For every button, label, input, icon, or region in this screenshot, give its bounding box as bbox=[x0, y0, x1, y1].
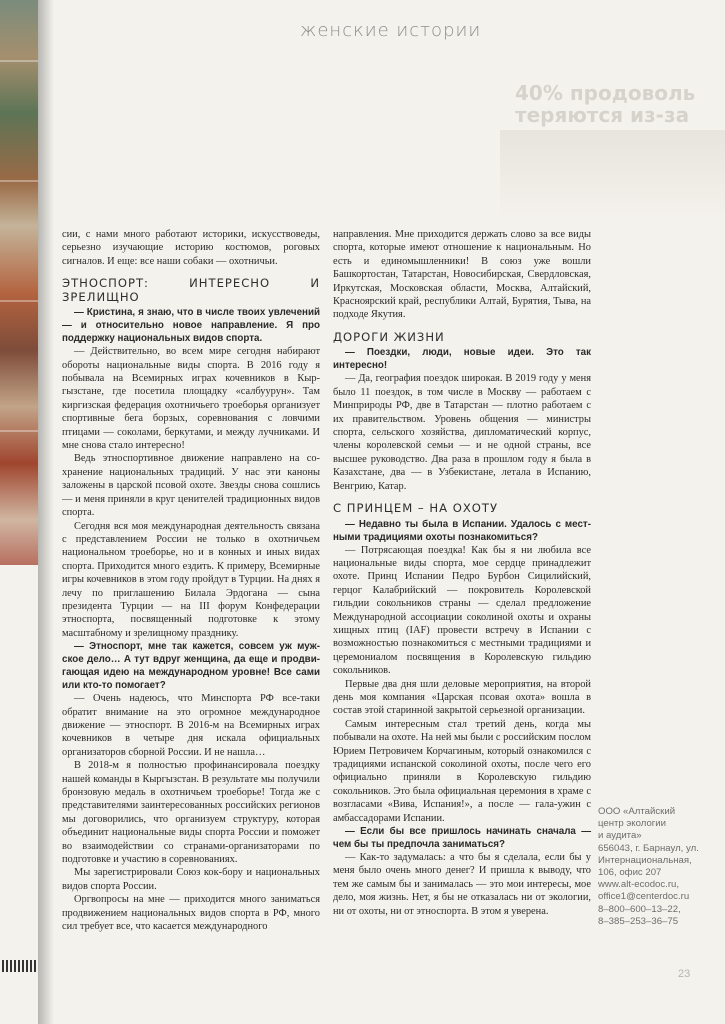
article-column-2 bbox=[333, 228, 591, 918]
paragraph: Мы зарегистрировали Союз кок-бору и национальных видов спорта России. bbox=[62, 867, 320, 892]
paragraph: — Да, география поездок широкая. В 2019 году у меня было 11 поездок, в том числе в Москву — работаем с Минприроды РФ, две в Татарстан — плотно работаем с их правительством. Уровень общения — министры спорта, сельского хозяйства, дипломатический корпус, члены королевской семьи — и не одной страны, все высшее руководство. Два раза в прошлом году я была в Казахстане, два — в Узбекистане, летала в Испанию, Венгрию, Катар. bbox=[333, 373, 591, 492]
paragraph: Сегодня вся моя международная деятельность связана с представлением России не только в охотничьем национальном троеборье, но и в конных и иных видах спорта. Приходится много ездить. К примеру, Всемирные игры кочевников в этом году пройдут в Турции. На днях я лечу по приглашению Билала Эрдогана — сына президента Турции — на III форум Конфедерации этноспорта, посвященный подготовке к этому масштабному и зрелищному празднику. bbox=[62, 520, 320, 639]
spine-shadow bbox=[38, 0, 54, 1024]
interview-question: — Поездки, люди, новые идеи. Это так интересно! bbox=[333, 347, 591, 372]
contact-email: office1@centerdoc.ru bbox=[598, 891, 690, 903]
contact-phone: 8–800–600–13–22, bbox=[598, 903, 681, 915]
interview-question: — Кристина, я знаю, что в числе твоих увлечений — и относительно новое направление. Я про поддержку национальных видов спорта. bbox=[62, 307, 320, 345]
paragraph: сии, с нами много работают историки, искусствоведы, серьезно изучающие историю костюмов, роговых сигналов. И еще: все наши собаки — охотничьи. bbox=[62, 229, 320, 267]
page-number: 23 bbox=[678, 968, 691, 980]
paragraph: В 2018-м я полностью профинансировала поездку нашей команды в Кыргызстан. В результате мы получили бронзовую медаль в охотничьем троеборье! Тогда же с представителями заинтересованных российских регионов мы договорились, что организуем структуру, которая объединит национальные виды спорта России и поможет во взаимодействии со странами-организаторами по подготовке и участию в соревнованиях. bbox=[62, 760, 320, 866]
interview-question: — Этноспорт, мне так кажется, совсем уж мужское дело… А тут вдруг женщина, да еще и продвигающая идею на международном уровне! Все сами или кто-то помогает? bbox=[62, 641, 320, 692]
contact-line: ООО «Алтайский bbox=[598, 806, 676, 817]
subheading-ethnosport: ЭТНОСПОРТ: ИНТЕРЕСНО И ЗРЕЛИЩНО bbox=[62, 276, 320, 304]
contact-line: Интернациональная, bbox=[598, 854, 692, 866]
barcode-mark bbox=[2, 960, 36, 972]
subheading-roads-of-life: ДОРОГИ ЖИЗНИ bbox=[333, 329, 445, 344]
contact-website: www.alt-ecodoc.ru, bbox=[598, 879, 680, 891]
section-title: женские истории bbox=[300, 20, 482, 41]
paragraph: Самым интересным стал третий день, когда мы побывали на охоте. На ней мы были с российским послом Юрием Петровичем Корчагиным, который ознакомился с традициями испанской соколиной охоты, после чего его официально приняли в Королевскую гильдию сокольников. Это была официальная церемония в храме с возгласами «Вива, Испания!», а после — гала-ужин с амбассадорами Испании. bbox=[333, 718, 591, 824]
interview-question: — Недавно ты была в Испании. Удалось с местными традициями охоты познакомиться? bbox=[333, 518, 591, 543]
left-page-photo bbox=[0, 0, 38, 565]
paragraph: Первые два дня шли деловые мероприятия, на второй день моя компания «Царская псовая охота» вошла в состав этой старинной закрытой серьезной организации. bbox=[333, 678, 591, 717]
paragraph: направления. Мне приходится держать слово за все виды спорта, которые имеют отношение к национальным. Но есть и единомышленники! В союз уже вошли Башкортостан, Татарстан, Новосибирская, Свердловская, Иркутская, Московская области, Москва, Алтайский, Красноярский край, республики Алтай, Бурятия, Тыва, на подходе Якутия. bbox=[333, 229, 591, 321]
show-through-heading bbox=[515, 82, 725, 126]
paragraph: — Потрясающая поездка! Как бы я ни любила все национальные виды спорта, мое сердце принадлежит охоте. Принц Испании Педро Бурбон Сицилийский, герцог Калабрийский — покровитель Королевской гильдии сокольников страны — сделал предложение Международной ассоциации соколиной охоты и охраны хищных птиц (IAF) провести встречу в Испании с возможностью познакомиться с местными традициями и церемониалом посвящения в Королевскую гильдию сокольников. bbox=[333, 544, 591, 677]
show-through-line-1: 40% продоволь bbox=[515, 81, 696, 105]
article-column-1 bbox=[62, 228, 320, 933]
show-through-line-2: теряются из-за bbox=[515, 103, 690, 127]
contact-line: и аудита» bbox=[598, 830, 642, 842]
paragraph: — Как-то задумалась: а что бы я сделала, если бы у меня было очень много денег? И пришла к выводу, что тем же самым бы и занималась — это мои интересы, мое дело, моя жизнь. Нет, я бы не отказалась ни от экологии, ни от охоты, ни от этноспорта. В этом я уверена. bbox=[333, 852, 591, 917]
contact-line: центр экологии bbox=[598, 818, 666, 830]
interview-question: — Если бы все пришлось начинать сначала — чем бы ты предпочла заниматься? bbox=[333, 826, 591, 851]
contact-line: 106, офис 207 bbox=[598, 867, 662, 879]
subheading-with-prince: С ПРИНЦЕМ – НА ОХОТУ bbox=[333, 501, 499, 515]
contact-line: 656043, г. Барнаул, ул. bbox=[598, 842, 699, 854]
paragraph: Оргвопросы на мне — приходится много заниматься продвижением национальных видов спорта в РФ, много сил требует все, что касается международного bbox=[62, 894, 320, 933]
paragraph: Ведь этноспортивное движение направлено на сохранение национальных традиций. У нас эти каноны заложены в царской псовой охоте. Звезды снова сошлись — и меня приняли в круг ценителей традиционных видов спорта. bbox=[62, 453, 320, 519]
show-through-fade bbox=[500, 130, 725, 220]
contact-phone: 8–385–253–36–75 bbox=[598, 915, 679, 927]
paragraph: — Очень надеюсь, что Минспорта РФ все-таки обратит внимание на это огромное международное движение — этноспорт. В 2016-м на Всемирных играх кочевников в четыре дня искала официальных организаторов сборной России. И не нашла… bbox=[62, 693, 320, 758]
paragraph: — Действительно, во всем мире сегодня набирают обороты национальные виды спорта. В 2016 году я побывала на Всемирных играх кочевников в Кыргызстане, где посетила площадку «салбуурун». Там киргизская федерация охотничьего троеборья организует спортивные бега борзых, соревнования с ловчими птицами — соколами, беркутами, и между лучниками. И мне снова стало интересно! bbox=[62, 346, 320, 452]
company-contacts bbox=[598, 806, 716, 928]
